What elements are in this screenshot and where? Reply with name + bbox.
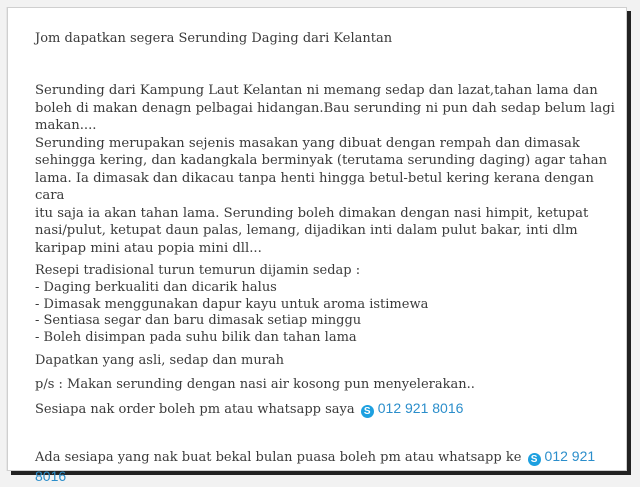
- list-item: - Boleh disimpan pada suhu bilik dan tahan lama: [35, 329, 357, 345]
- bekal-line: [35, 447, 615, 467]
- description-line: Serunding merupakan sejenis masakan yang dibuat dengan rempah dan dimasak: [35, 135, 580, 151]
- feature-list: [35, 280, 615, 346]
- description-line: lama. Ia dimasak dan dikacau tanpa henti hingga betul-betul kering kerana dengan cara: [35, 170, 594, 203]
- order-text: Sesiapa nak order boleh pm atau whatsapp saya: [35, 402, 355, 417]
- bekal-text: Ada sesiapa yang nak buat bekal bulan puasa boleh pm atau whatsapp ke: [35, 450, 522, 465]
- bekal-phone-link[interactable]: 012 921: [544, 448, 596, 464]
- description-paragraph: [35, 135, 615, 258]
- order-phone-link[interactable]: 012 921 8016: [377, 400, 464, 416]
- description-line: itu saja ia akan tahan lama. Serunding boleh dimakan dengan nasi himpit, ketupat: [35, 205, 589, 221]
- intro-line: makan....: [35, 118, 97, 133]
- post-frame: [7, 7, 627, 484]
- description-line: nasi/pulut, ketupat daun palas, lemang, dijadikan inti dalam pulut bakar, inti dlm: [35, 223, 578, 238]
- bekal-phone-link-cont[interactable]: 8016: [35, 468, 67, 484]
- tagline: Dapatkan yang asli, sedap dan murah: [35, 353, 285, 368]
- post-body: [35, 30, 615, 487]
- description-line: sehingga kering, dan kadangkala berminyak (terutama serunding daging) agar tahan: [35, 153, 608, 168]
- order-line: [35, 399, 615, 419]
- list-item: - Dimasak menggunakan dapur kayu untuk aroma istimewa: [35, 296, 429, 312]
- description-line: karipap mini atau popia mini dll...: [35, 240, 262, 256]
- list-item: - Sentiasa segar dan baru dimasak setiap minggu: [35, 313, 362, 328]
- intro-line: boleh di makan denagn pelbagai hidangan.Bau serunding ni pun dah sedap belum lagi: [35, 100, 615, 116]
- recipe-heading: Resepi tradisional turun temurun dijamin sedap :: [35, 263, 361, 278]
- ps-note: p/s : Makan serunding dengan nasi air kosong pun menyelerakan..: [35, 377, 475, 392]
- intro-paragraph: [35, 82, 615, 135]
- skype-icon[interactable]: S: [528, 453, 541, 466]
- intro-line: Serunding dari Kampung Laut Kelantan ni memang sedap dan lazat,tahan lama dan: [35, 83, 598, 98]
- bekal-phone-continued: [35, 467, 615, 487]
- post-title: Jom dapatkan segera Serunding Daging dari Kelantan: [35, 31, 393, 46]
- list-item: - Daging berkualiti dan dicarik halus: [35, 280, 277, 295]
- skype-icon[interactable]: S: [361, 405, 374, 418]
